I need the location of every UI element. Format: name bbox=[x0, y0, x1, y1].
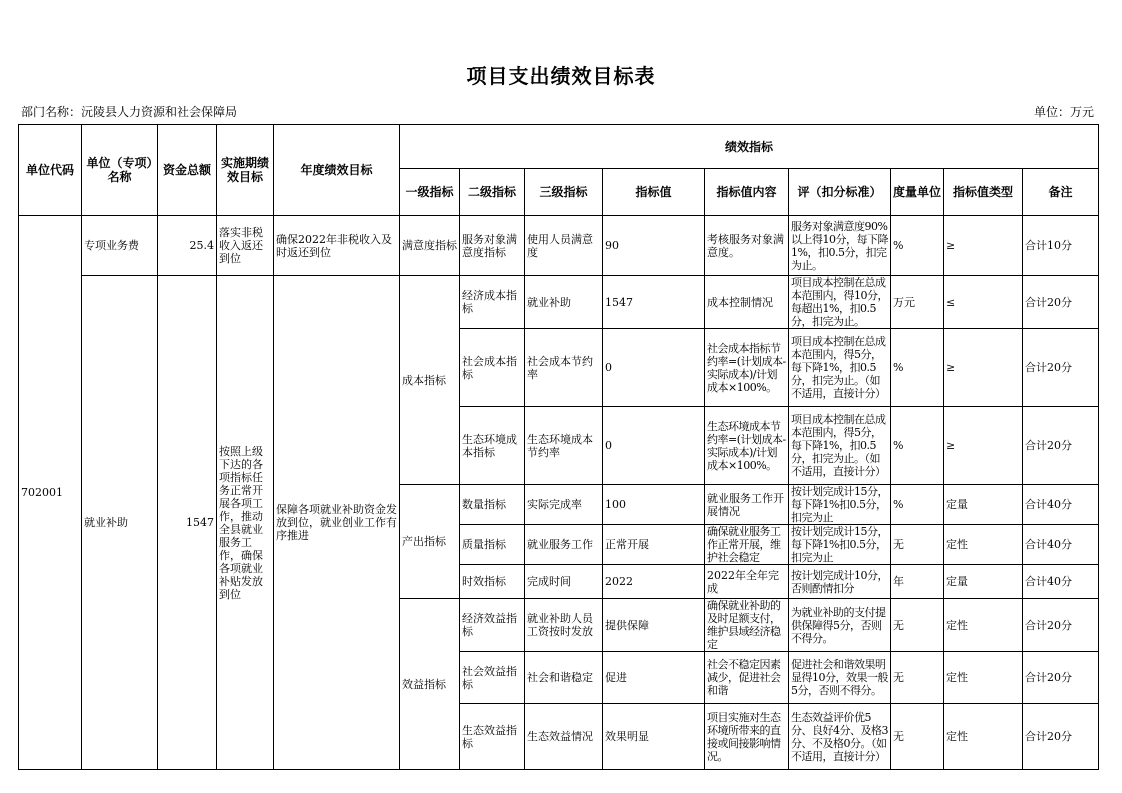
content-cell: 确保就业服务工作正常开展，维护社会稳定 bbox=[705, 525, 789, 565]
value-type-cell: 定性 bbox=[944, 652, 1023, 704]
level2-cell: 数量指标 bbox=[460, 485, 525, 525]
level2-cell: 经济效益指标 bbox=[460, 599, 525, 652]
scoring-cell: 生态效益评价优5分、良好4分、及格3分、不及格0分。（如不适用，直接计分） bbox=[789, 704, 891, 770]
level3-cell: 生态环境成本节约率 bbox=[525, 407, 603, 485]
period-goal-cell: 按照上级下达的各项指标任务正常开展各项工作，推动全县就业服务工作，确保各项就业补贴发放到位 bbox=[217, 276, 274, 770]
measure-unit-cell: % bbox=[891, 329, 944, 407]
scoring-cell: 按计划完成计15分，每下降1%扣0.5分，扣完为止 bbox=[789, 525, 891, 565]
remark-cell: 合计10分 bbox=[1023, 216, 1099, 276]
scoring-cell: 项目成本控制在总成本范围内，得5分，每下降1%，扣0.5分，扣完为止。（如不适用，直接计分） bbox=[789, 407, 891, 485]
header-period-goal: 实施期绩效目标 bbox=[217, 125, 274, 216]
measure-unit-cell: % bbox=[891, 216, 944, 276]
level3-cell: 使用人员满意度 bbox=[525, 216, 603, 276]
value-cell: 1547 bbox=[603, 276, 705, 329]
measure-unit-cell: 年 bbox=[891, 565, 944, 599]
value-type-cell: 定性 bbox=[944, 525, 1023, 565]
level3-cell: 就业补助 bbox=[525, 276, 603, 329]
scoring-cell: 按计划完成计15分，每下降1%扣0.5分，扣完为止 bbox=[789, 485, 891, 525]
header-level2: 二级指标 bbox=[460, 169, 525, 216]
scoring-cell: 服务对象满意度90%以上得10分，每下降1%，扣0.5分，扣完为止。 bbox=[789, 216, 891, 276]
level3-cell: 就业服务工作 bbox=[525, 525, 603, 565]
remark-cell: 合计20分 bbox=[1023, 329, 1099, 407]
level2-cell: 时效指标 bbox=[460, 565, 525, 599]
value-type-cell: 定性 bbox=[944, 704, 1023, 770]
content-cell: 就业服务工作开展情况 bbox=[705, 485, 789, 525]
level3-cell: 实际完成率 bbox=[525, 485, 603, 525]
level3-cell: 社会成本节约率 bbox=[525, 329, 603, 407]
header-value-type: 指标值类型 bbox=[944, 169, 1023, 216]
level3-cell: 社会和谐稳定 bbox=[525, 652, 603, 704]
level2-cell: 生态环境成本指标 bbox=[460, 407, 525, 485]
table-row bbox=[19, 216, 1099, 276]
scoring-cell: 为就业补助的支付提供保障得5分，否则不得分。 bbox=[789, 599, 891, 652]
currency-unit: 单位：万元 bbox=[1033, 105, 1094, 119]
header-content: 指标值内容 bbox=[705, 169, 789, 216]
level1-cell: 满意度指标 bbox=[400, 216, 460, 276]
remark-cell: 合计40分 bbox=[1023, 525, 1099, 565]
level1-cell: 产出指标 bbox=[400, 485, 460, 599]
project-name-cell: 专项业务费 bbox=[82, 216, 158, 276]
value-cell: 2022 bbox=[603, 565, 705, 599]
value-cell: 效果明显 bbox=[603, 704, 705, 770]
header-remark: 备注 bbox=[1023, 169, 1099, 216]
value-cell: 提供保障 bbox=[603, 599, 705, 652]
measure-unit-cell: 万元 bbox=[891, 276, 944, 329]
remark-cell: 合计20分 bbox=[1023, 652, 1099, 704]
project-name-cell: 就业补助 bbox=[82, 276, 158, 770]
measure-unit-cell: % bbox=[891, 407, 944, 485]
annual-goal-cell: 确保2022年非税收入及时返还到位 bbox=[274, 216, 400, 276]
header-project-name: 单位（专项）名称 bbox=[82, 125, 158, 216]
measure-unit-cell: 无 bbox=[891, 599, 944, 652]
level3-cell: 生态效益情况 bbox=[525, 704, 603, 770]
value-type-cell: ≤ bbox=[944, 276, 1023, 329]
measure-unit-cell: 无 bbox=[891, 704, 944, 770]
funds-cell: 25.4 bbox=[158, 216, 217, 276]
header-level3: 三级指标 bbox=[525, 169, 603, 216]
level1-cell: 效益指标 bbox=[400, 599, 460, 770]
remark-cell: 合计20分 bbox=[1023, 704, 1099, 770]
funds-cell: 1547 bbox=[158, 276, 217, 770]
value-type-cell: ≥ bbox=[944, 407, 1023, 485]
value-type-cell: ≥ bbox=[944, 216, 1023, 276]
value-cell: 90 bbox=[603, 216, 705, 276]
period-goal-cell: 落实非税收入返还到位 bbox=[217, 216, 274, 276]
level1-cell: 成本指标 bbox=[400, 276, 460, 485]
header-unit-code: 单位代码 bbox=[19, 125, 82, 216]
level2-cell: 社会效益指标 bbox=[460, 652, 525, 704]
content-cell: 确保就业补助的及时足额支付，维护县域经济稳定 bbox=[705, 599, 789, 652]
level2-cell: 服务对象满意度指标 bbox=[460, 216, 525, 276]
remark-cell: 合计20分 bbox=[1023, 599, 1099, 652]
scoring-cell: 促进社会和谐效果明显得10分，效果一般5分，否则不得分。 bbox=[789, 652, 891, 704]
content-cell: 生态环境成本节约率=(计划成本-实际成本)/计划成本×100%。 bbox=[705, 407, 789, 485]
value-cell: 促进 bbox=[603, 652, 705, 704]
header-total-funds: 资金总额 bbox=[158, 125, 217, 216]
value-cell: 0 bbox=[603, 329, 705, 407]
content-cell: 成本控制情况 bbox=[705, 276, 789, 329]
performance-target-table bbox=[18, 124, 1099, 770]
measure-unit-cell: 无 bbox=[891, 525, 944, 565]
header-scoring: 评（扣分标准） bbox=[789, 169, 891, 216]
measure-unit-cell: % bbox=[891, 485, 944, 525]
measure-unit-cell: 无 bbox=[891, 652, 944, 704]
remark-cell: 合计40分 bbox=[1023, 565, 1099, 599]
value-type-cell: ≥ bbox=[944, 329, 1023, 407]
level2-cell: 社会成本指标 bbox=[460, 329, 525, 407]
table-row bbox=[19, 276, 1099, 329]
content-cell: 项目实施对生态环境所带来的直接或间接影响情况。 bbox=[705, 704, 789, 770]
remark-cell: 合计20分 bbox=[1023, 276, 1099, 329]
header-value: 指标值 bbox=[603, 169, 705, 216]
value-cell: 正常开展 bbox=[603, 525, 705, 565]
level2-cell: 生态效益指标 bbox=[460, 704, 525, 770]
value-cell: 0 bbox=[603, 407, 705, 485]
level2-cell: 经济成本指标 bbox=[460, 276, 525, 329]
level3-cell: 就业补助人员工资按时发放 bbox=[525, 599, 603, 652]
value-type-cell: 定量 bbox=[944, 485, 1023, 525]
scoring-cell: 项目成本控制在总成本范围内，得10分，每超出1%，扣0.5分，扣完为止。 bbox=[789, 276, 891, 329]
header-measure-unit: 度量单位 bbox=[891, 169, 944, 216]
department-name: 部门名称：沅陵县人力资源和社会保障局 bbox=[21, 105, 238, 119]
header-indicators: 绩效指标 bbox=[400, 125, 1099, 169]
remark-cell: 合计20分 bbox=[1023, 407, 1099, 485]
level2-cell: 质量指标 bbox=[460, 525, 525, 565]
content-cell: 2022年全年完成 bbox=[705, 565, 789, 599]
header-level1: 一级指标 bbox=[400, 169, 460, 216]
remark-cell: 合计40分 bbox=[1023, 485, 1099, 525]
annual-goal-cell: 保障各项就业补助资金发放到位，就业创业工作有序推进 bbox=[274, 276, 400, 770]
unit-code-cell: 702001 bbox=[19, 216, 82, 770]
page-title: 项目支出绩效目标表 bbox=[466, 64, 656, 88]
scoring-cell: 按计划完成计10分，否则酌情扣分 bbox=[789, 565, 891, 599]
content-cell: 社会不稳定因素减少，促进社会和谐 bbox=[705, 652, 789, 704]
scoring-cell: 项目成本控制在总成本范围内，得5分，每下降1%，扣0.5分，扣完为止。（如不适用，直接计分） bbox=[789, 329, 891, 407]
content-cell: 考核服务对象满意度。 bbox=[705, 216, 789, 276]
content-cell: 社会成本指标节约率=(计划成本-实际成本)/计划成本×100%。 bbox=[705, 329, 789, 407]
value-cell: 100 bbox=[603, 485, 705, 525]
value-type-cell: 定量 bbox=[944, 565, 1023, 599]
header-annual-goal: 年度绩效目标 bbox=[274, 125, 400, 216]
value-type-cell: 定性 bbox=[944, 599, 1023, 652]
level3-cell: 完成时间 bbox=[525, 565, 603, 599]
